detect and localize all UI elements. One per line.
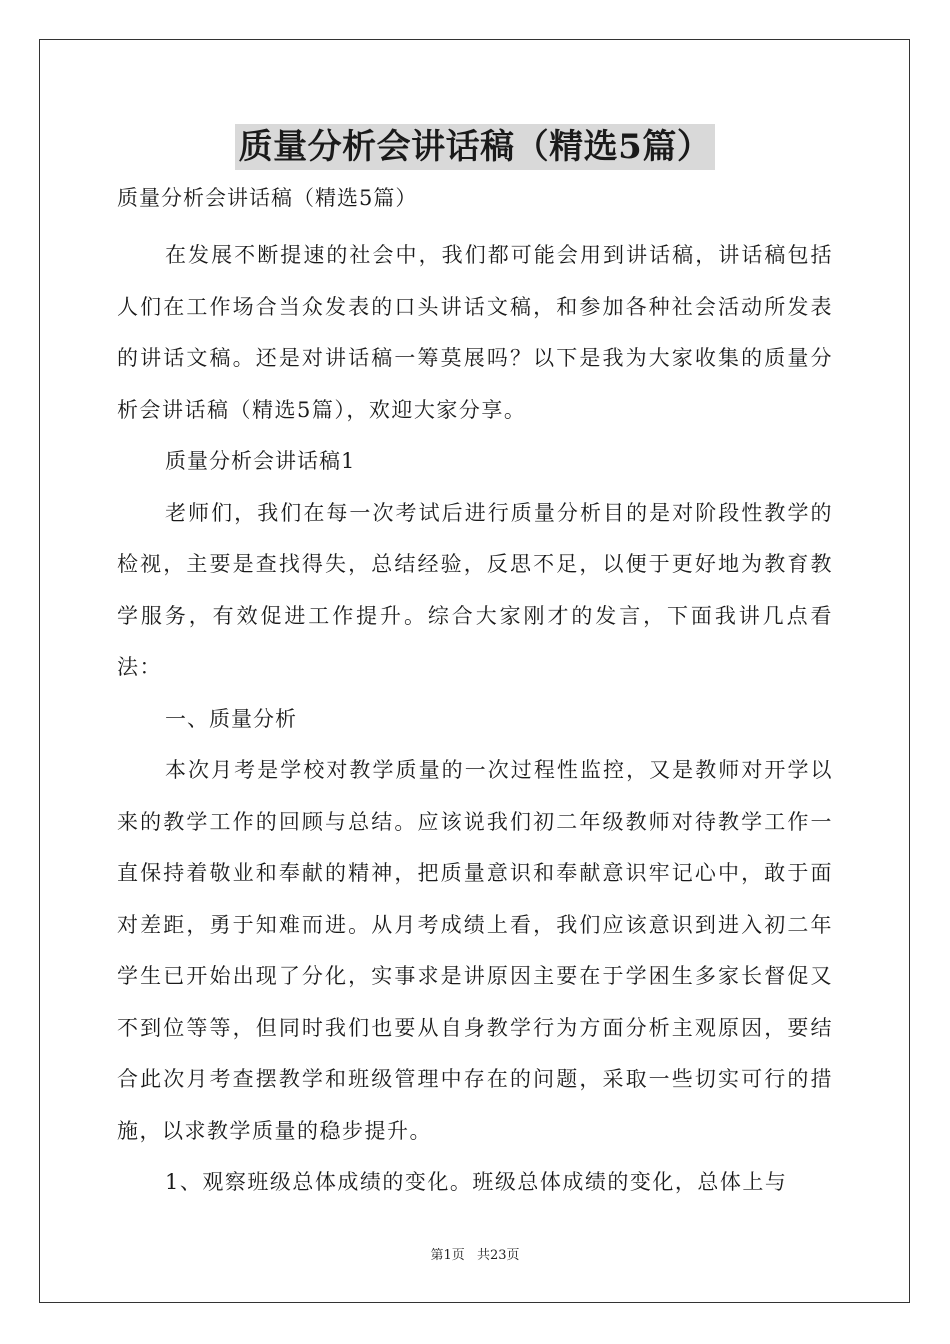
page-number: 第1页 <box>430 1248 465 1263</box>
paragraph-3: 1、观察班级总体成绩的变化。班级总体成绩的变化，总体上与 <box>165 1170 788 1194</box>
paragraph-2: 本次月考是学校对教学质量的一次过程性监控，又是教师对开学以来的教学工作的回顾与总结。应该说我们初二年级教师对待教学工作一直保持着敬业和奉献的精神，把质量意识和奉献意识牢记心中，敢于面对差距，勇于知难而进。从月考成绩上看，我们应该意识到进入初二年学生已开始出现了分化，实事求是讲原因主要在于学困生多家长督促又不到位等等，但同时我们也要从自身教学行为方面分析主观原因，要结合此次月考查摆教学和班级管理中存在的问题，采取一些切实可行的措施，以求教学质量的稳步提升。 <box>117 758 833 1143</box>
page-footer <box>0 1247 950 1265</box>
title-container <box>0 124 950 170</box>
section-title: 质量分析会讲话稿1 <box>165 449 356 473</box>
heading-quality-analysis: 一、质量分析 <box>165 706 297 731</box>
document-subtitle: 质量分析会讲话稿（精选5篇） <box>117 186 418 210</box>
intro-paragraph: 在发展不断提速的社会中，我们都可能会用到讲话稿，讲话稿包括人们在工作场合当众发表的口头讲话文稿，和参加各种社会活动所发表的讲话文稿。还是对讲话稿一筹莫展吗？以下是我为大家收集的质量分析会讲话稿（精选5篇），欢迎大家分享。 <box>117 243 833 422</box>
page-total: 共23页 <box>476 1248 520 1263</box>
paragraph-1: 老师们，我们在每一次考试后进行质量分析目的是对阶段性教学的检视，主要是查找得失，总结经验，反思不足，以便于更好地为教育教学服务，有效促进工作提升。综合大家刚才的发言，下面我讲几点看法： <box>117 500 833 679</box>
document-body <box>117 178 833 1209</box>
document-title: 质量分析会讲话稿（精选5篇） <box>235 124 716 170</box>
